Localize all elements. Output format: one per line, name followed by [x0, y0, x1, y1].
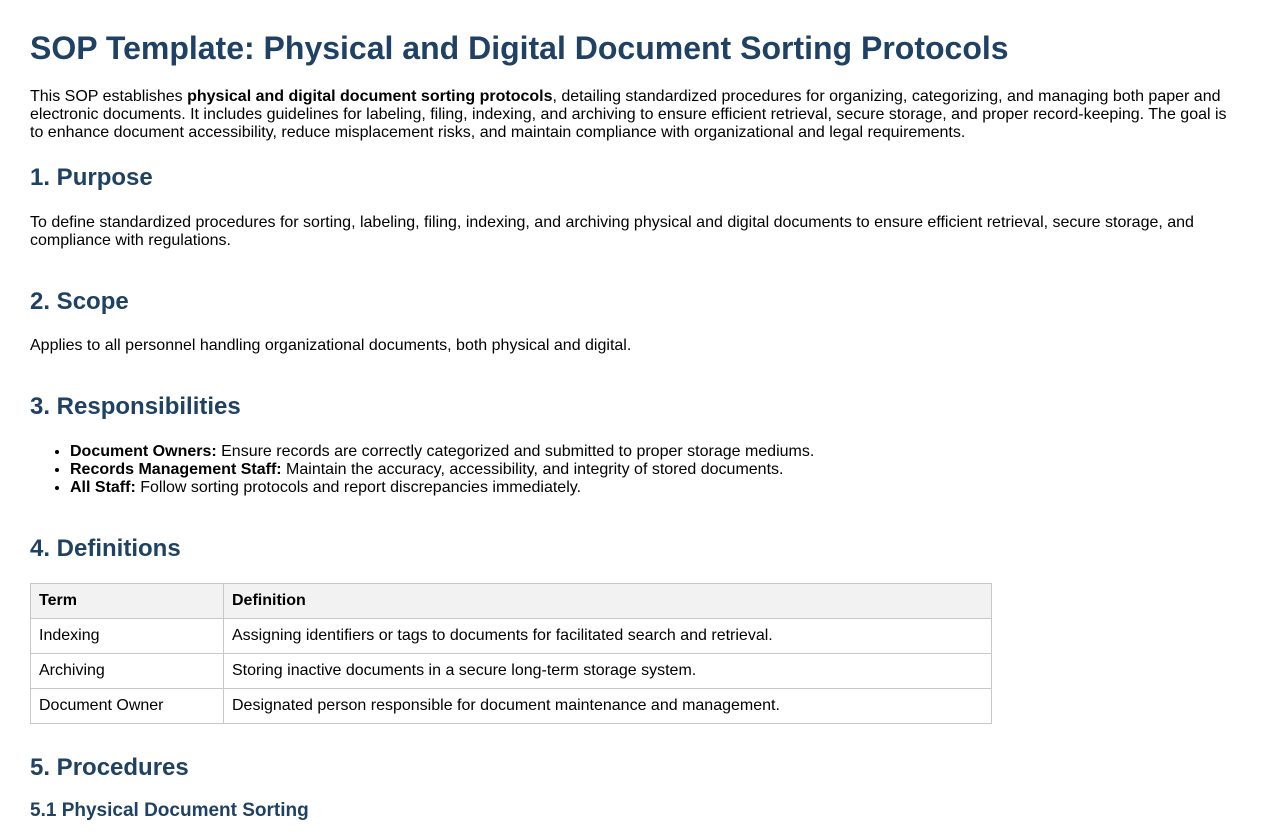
definition-cell: Storing inactive documents in a secure long-term storage system.	[224, 654, 992, 689]
page-title: SOP Template: Physical and Digital Document Sorting Protocols	[30, 30, 1009, 66]
table-row	[31, 619, 992, 654]
intro-paragraph	[30, 88, 1233, 142]
responsibilities-heading: 3. Responsibilities	[30, 393, 241, 420]
definitions-table	[30, 583, 992, 724]
term-cell: Archiving	[31, 654, 224, 689]
scope-heading: 2. Scope	[30, 288, 129, 315]
table-row	[31, 689, 992, 724]
definition-cell: Assigning identifiers or tags to documents for facilitated search and retrieval.	[224, 619, 992, 654]
role-label: All Staff:	[70, 479, 136, 496]
term-cell: Document Owner	[31, 689, 224, 724]
intro-text-start: This SOP establishes	[30, 88, 188, 105]
role-description: Follow sorting protocols and report discrepancies immediately.	[135, 479, 582, 496]
physical-sorting-subheading: 5.1 Physical Document Sorting	[30, 800, 309, 821]
table-row	[31, 654, 992, 689]
intro-bold-text: physical and digital document sorting protocols	[187, 88, 553, 105]
intro-text-end: , detailing standardized procedures for organizing, categorizing, and managing both paper and electronic documents. It includes guidelines for labeling, filing, indexing, and archiving to ensure efficient retrieval, secure storage, and proper record-keeping. The goal is to enhance document accessibility, reduce misplacement risks, and maintain compliance with organizational and legal requirements.	[30, 88, 1227, 141]
role-description: Maintain the accuracy, accessibility, and integrity of stored documents.	[281, 461, 784, 478]
column-header-definition: Definition	[224, 584, 992, 619]
table-header-row	[31, 584, 992, 619]
role-description: Ensure records are correctly categorized and submitted to proper storage mediums.	[216, 443, 815, 460]
purpose-heading: 1. Purpose	[30, 164, 153, 191]
sop-document	[0, 28, 1263, 822]
role-label: Records Management Staff:	[70, 461, 282, 478]
list-item	[70, 461, 1233, 479]
term-cell: Indexing	[31, 619, 224, 654]
procedures-heading: 5. Procedures	[30, 754, 189, 781]
scope-text: Applies to all personnel handling organizational documents, both physical and digital.	[30, 337, 632, 354]
role-label: Document Owners:	[70, 443, 217, 460]
responsibilities-list	[30, 443, 1233, 497]
list-item	[70, 479, 1233, 497]
column-header-term: Term	[31, 584, 224, 619]
list-item	[70, 443, 1233, 461]
definitions-heading: 4. Definitions	[30, 535, 181, 562]
definition-cell: Designated person responsible for document maintenance and management.	[224, 689, 992, 724]
purpose-text: To define standardized procedures for sorting, labeling, filing, indexing, and archiving physical and digital documents to ensure efficient retrieval, secure storage, and compliance with regulations.	[30, 214, 1194, 249]
